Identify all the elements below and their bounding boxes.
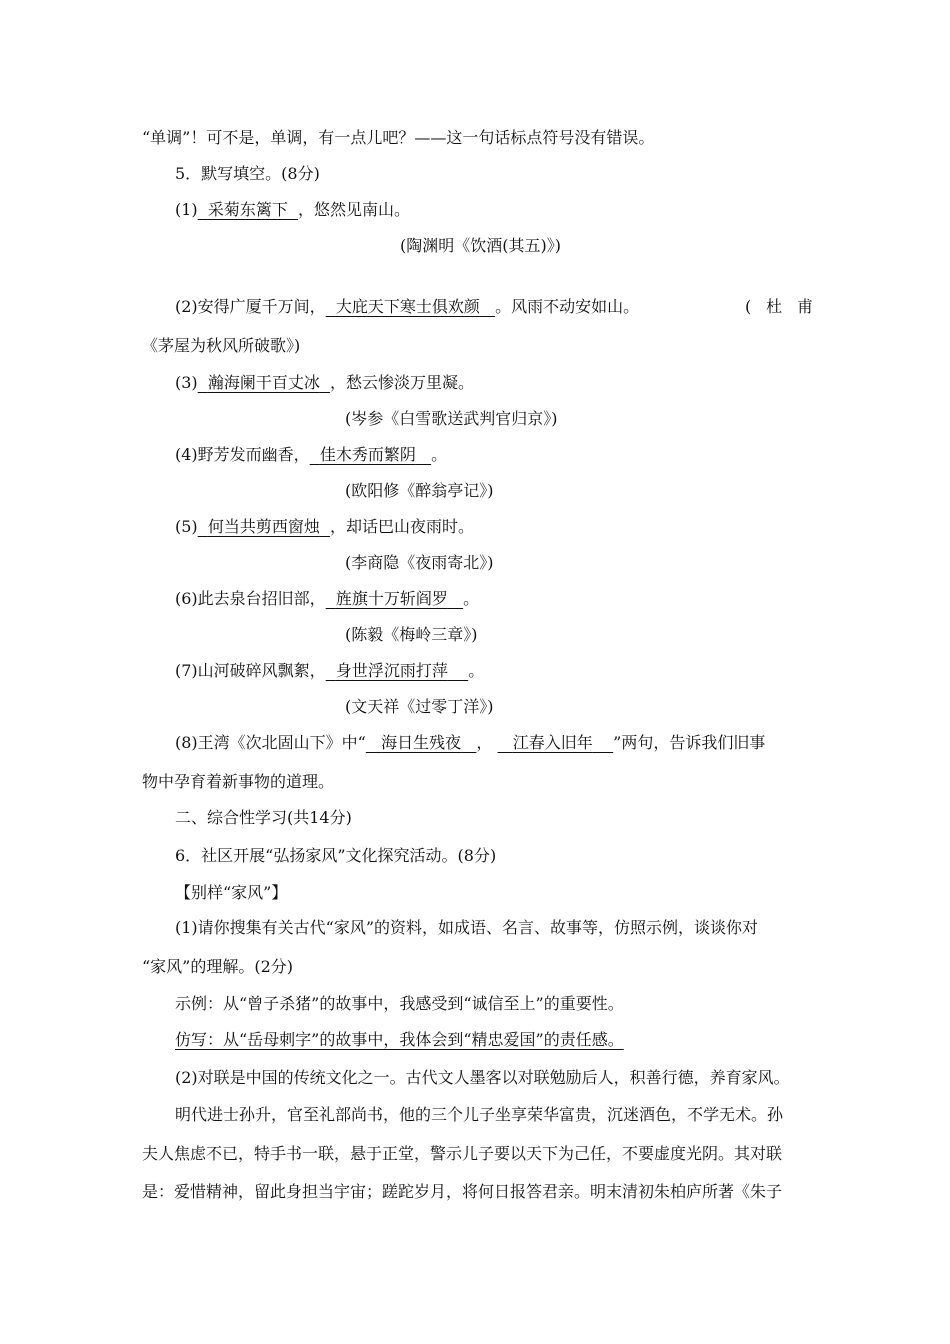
- blank-5: [175, 516, 474, 538]
- blank-2-source-author: [745, 296, 813, 318]
- question-6-subheading: 【别样“家风”】: [175, 883, 288, 902]
- text-line: “单调”！可不是，单调，有一点儿吧？——这一句话标点符号没有错误。: [142, 128, 655, 147]
- paragraph-line: 是：爱惜精神，留此身担当宇宙；蹉跎岁月，将何日报答君亲。明末清初朱柏庐所著《朱子: [142, 1182, 783, 1201]
- question-6-2: (2)对联是中国的传统文化之一。古代文人墨客以对联勉励后人，积善行德，养育家风。: [175, 1068, 790, 1087]
- source-author-char: 甫: [796, 297, 813, 316]
- blank-5-suffix: ，却话巴山夜雨时。: [330, 517, 475, 536]
- blank-1-source: (陶渊明《饮酒(其五)》): [400, 236, 561, 255]
- blank-6-source: (陈毅《梅岭三章》): [345, 625, 478, 644]
- blank-8-answer-1: 海日生残夜: [381, 733, 462, 752]
- blank-2-suffix: 。风雨不动安如山。: [495, 297, 640, 316]
- section-2-heading: 二、综合性学习(共14分): [175, 808, 352, 827]
- blank-4-prefix: (4)野芳发而幽香，: [175, 445, 310, 464]
- blank-7-prefix: (7)山河破碎风飘絮，: [175, 661, 326, 680]
- blank-8-prefix: (8)王湾《次北固山下》中“: [175, 733, 366, 752]
- blank-3-source: (岑参《白雪歌送武判官归京》): [345, 409, 558, 428]
- blank-8-answer-2: 江春入旧年: [512, 733, 593, 752]
- paragraph-line: 夫人焦虑不已，特手书一联，悬于正堂，警示儿子要以天下为己任，不要虚度光阴。其对联: [142, 1144, 783, 1163]
- blank-2-prefix: (2)安得广厦千万间，: [175, 297, 326, 316]
- question-5-title: 5．默写填空。(8分): [175, 164, 320, 183]
- blank-6-prefix: (6)此去泉台招旧部，: [175, 589, 326, 608]
- paragraph-line: 明代进士孙升，官至礼部尚书，他的三个儿子坐享荣华富贵，沉迷酒色，不学无术。孙: [175, 1105, 784, 1124]
- blank-5-source: (李商隐《夜雨寄北》): [345, 553, 494, 572]
- blank-3-suffix: ，愁云惨淡万里凝。: [330, 373, 475, 392]
- blank-6: [175, 588, 479, 610]
- blank-3: [175, 372, 474, 394]
- blank-1: [175, 199, 410, 221]
- question-6-1-continuation: “家风”的理解。(2分): [142, 957, 294, 976]
- blank-7-source: (文天祥《过零丁洋》): [345, 697, 494, 716]
- blank-8-separator: ，: [476, 733, 493, 752]
- blank-6-suffix: 。: [463, 589, 480, 608]
- blank-1-answer: 采菊东篱下: [207, 200, 288, 219]
- source-author-char: 杜: [766, 297, 783, 316]
- source-paren: (: [745, 297, 752, 316]
- imitation-answer: 仿写：从“岳母刺字”的故事中，我体会到“精忠爱国”的责任感。: [175, 1030, 624, 1049]
- blank-7-answer: 身世浮沉雨打萍: [335, 661, 448, 680]
- blank-4-source: (欧阳修《醉翁亭记》): [345, 481, 494, 500]
- blank-2-answer: 大庇天下寒士俱欢颜: [335, 297, 480, 316]
- example-sentence: 示例：从“曾子杀猪”的故事中，我感受到“诚信至上”的重要性。: [175, 994, 624, 1013]
- blank-8-suffix: ”两句，告诉我们旧事: [613, 733, 766, 752]
- blank-2-source: 《茅屋为秋风所破歌》): [142, 336, 301, 355]
- blank-2: [175, 296, 639, 318]
- blank-6-answer: 旌旗十万斩阎罗: [335, 589, 448, 608]
- blank-5-answer: 何当共剪西窗烛: [207, 517, 320, 536]
- blank-4-answer: 佳木秀而繁阴: [319, 445, 416, 464]
- blank-3-answer: 瀚海阑干百丈冰: [207, 373, 320, 392]
- blank-7-suffix: 。: [468, 661, 485, 680]
- blank-1-suffix: ，悠然见南山。: [298, 200, 411, 219]
- blank-4: [175, 444, 447, 466]
- question-6-title: 6．社区开展“弘扬家风”文化探究活动。(8分): [175, 846, 497, 865]
- blank-5-prefix: (5): [175, 517, 198, 536]
- blank-1-prefix: (1): [175, 200, 198, 219]
- blank-8-continuation: 物中孕育着新事物的道理。: [142, 772, 335, 791]
- blank-8: [175, 732, 765, 754]
- blank-4-suffix: 。: [431, 445, 448, 464]
- blank-7: [175, 660, 484, 682]
- blank-3-prefix: (3): [175, 373, 198, 392]
- question-6-1: (1)请你搜集有关古代“家风”的资料，如成语、名言、故事等，仿照示例，谈谈你对: [175, 918, 759, 937]
